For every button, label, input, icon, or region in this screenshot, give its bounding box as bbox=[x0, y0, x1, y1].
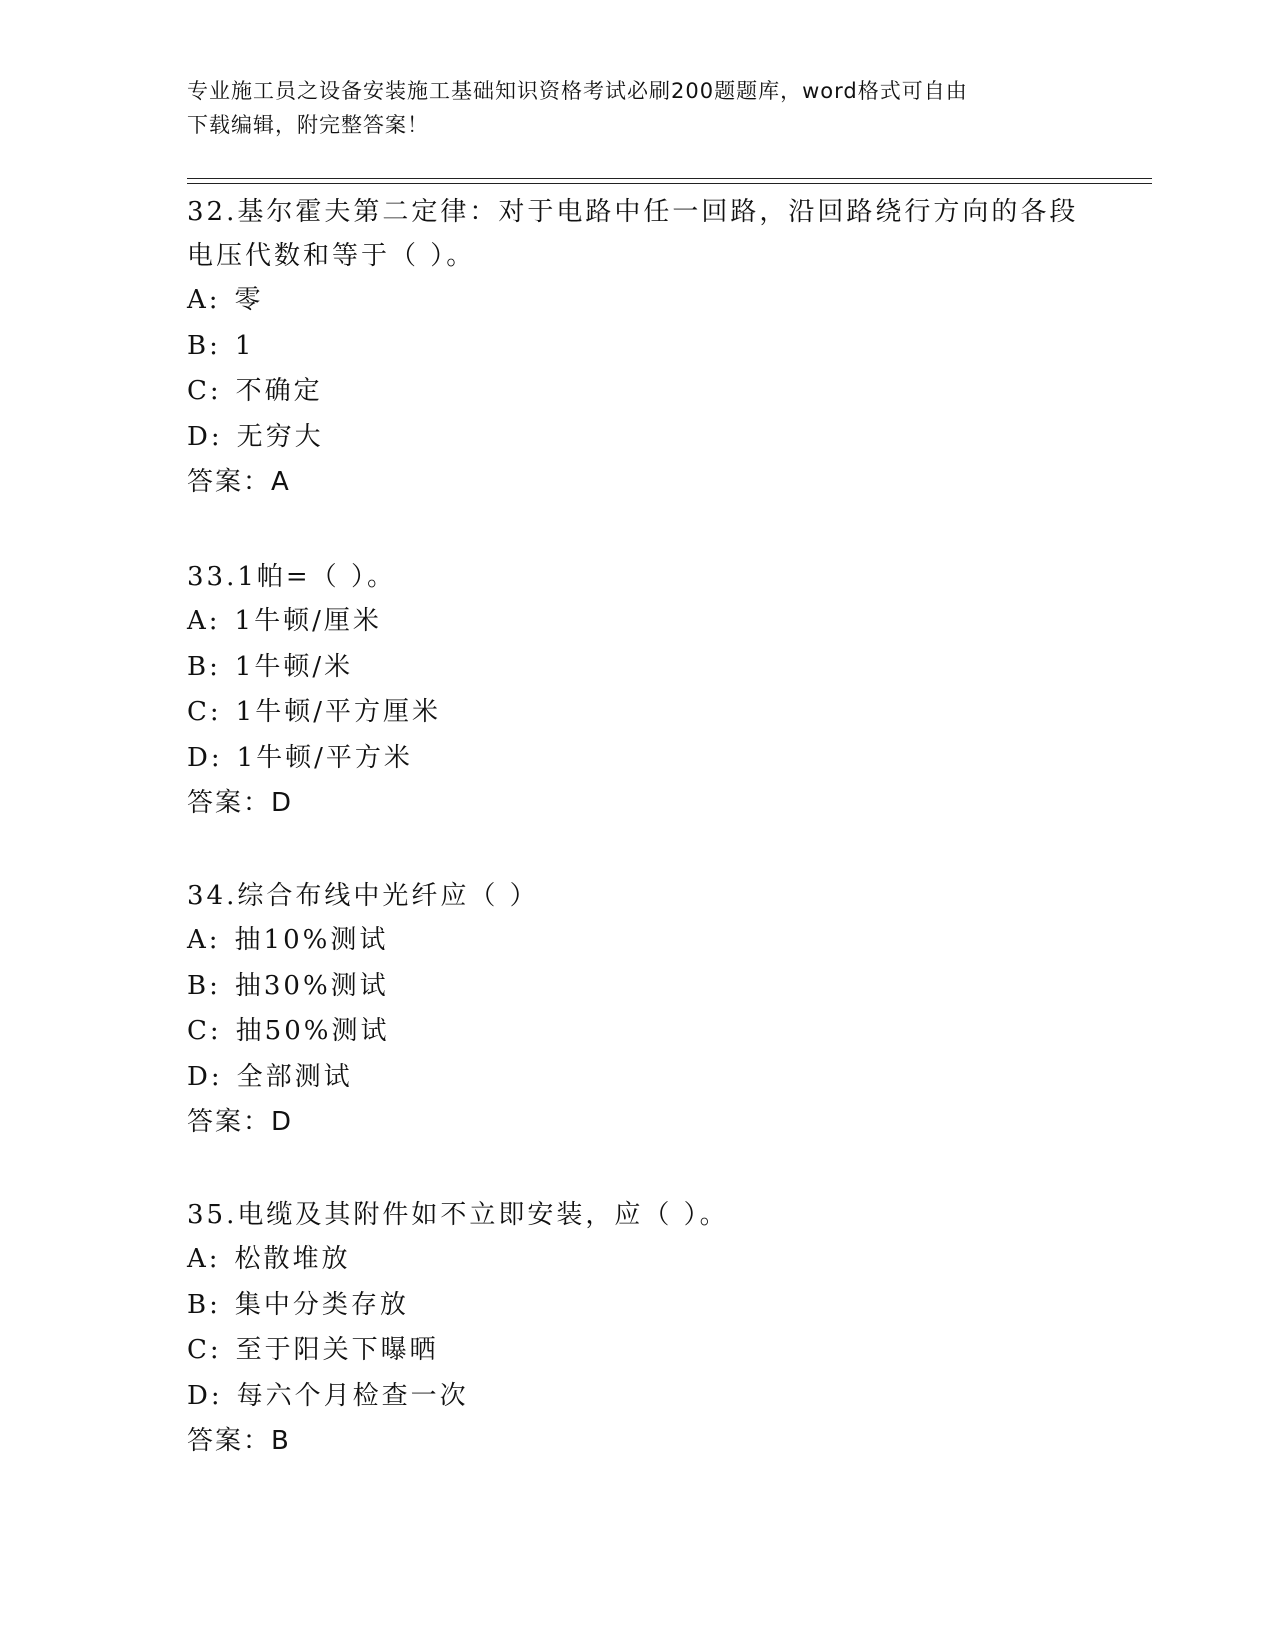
option-c bbox=[187, 1328, 1087, 1374]
option-a bbox=[187, 918, 1087, 964]
question-stem-line-2: 电压代数和等于（ ）。 bbox=[187, 241, 476, 271]
option-label: D: bbox=[187, 421, 223, 452]
question-33 bbox=[187, 555, 1087, 826]
question-35 bbox=[187, 1193, 1087, 1464]
option-text: 松散堆放 bbox=[234, 1244, 351, 1274]
option-text: 零 bbox=[234, 285, 264, 315]
header-divider-top bbox=[187, 178, 1152, 179]
option-text: 1牛顿/平方米 bbox=[236, 742, 413, 773]
header-divider-bottom bbox=[187, 183, 1152, 184]
option-c bbox=[187, 690, 1087, 736]
option-text: 抽50%测试 bbox=[235, 1016, 390, 1046]
answer-line: 答案：A bbox=[187, 467, 291, 497]
answer-line: 答案：D bbox=[187, 788, 294, 818]
option-a bbox=[187, 1237, 1087, 1283]
answer-line: 答案：D bbox=[187, 1107, 294, 1137]
option-text: 至于阳关下曝晒 bbox=[235, 1335, 439, 1365]
header-line-2: 下载编辑，附完整答案！ bbox=[187, 113, 429, 137]
question-stem-line-1: 32.基尔霍夫第二定律：对于电路中任一回路，沿回路绕行方向的各段 bbox=[187, 197, 1079, 227]
option-c bbox=[187, 1009, 1087, 1055]
option-text: 1牛顿/平方厘米 bbox=[235, 697, 441, 727]
option-text: 1 bbox=[234, 330, 255, 361]
option-label: D: bbox=[187, 742, 223, 773]
option-label: C: bbox=[187, 1016, 222, 1046]
option-d bbox=[187, 1374, 1087, 1420]
option-a bbox=[187, 278, 1087, 324]
answer-line: 答案：B bbox=[187, 1426, 291, 1456]
option-b bbox=[187, 645, 1087, 691]
question-stem-line-1: 33.1帕=（ ）。 bbox=[187, 562, 396, 592]
option-a bbox=[187, 599, 1087, 645]
question-stem bbox=[187, 874, 1087, 918]
option-text: 1牛顿/厘米 bbox=[234, 606, 382, 636]
option-label: C: bbox=[187, 376, 222, 406]
option-text: 不确定 bbox=[235, 376, 323, 406]
option-text: 抽10%测试 bbox=[234, 925, 389, 955]
option-label: B: bbox=[187, 970, 221, 1001]
option-label: C: bbox=[187, 1335, 222, 1365]
option-label: D: bbox=[187, 1380, 223, 1411]
option-label: B: bbox=[187, 1289, 221, 1320]
question-stem-line-1: 34.综合布线中光纤应（ ） bbox=[187, 881, 539, 911]
question-stem bbox=[187, 190, 1087, 278]
question-32 bbox=[187, 190, 1087, 505]
option-text: 每六个月检查一次 bbox=[236, 1380, 469, 1411]
option-text: 无穷大 bbox=[236, 421, 324, 452]
option-text: 集中分类存放 bbox=[234, 1289, 409, 1320]
header-line-1: 专业施工员之设备安装施工基础知识资格考试必刷200题题库，word格式可自由 bbox=[187, 79, 968, 103]
document-header bbox=[187, 74, 1087, 142]
question-stem-line-1: 35.电缆及其附件如不立即安装，应（ ）。 bbox=[187, 1200, 729, 1230]
option-label: D: bbox=[187, 1061, 223, 1092]
question-stem bbox=[187, 1193, 1087, 1237]
option-b bbox=[187, 964, 1087, 1010]
option-text: 全部测试 bbox=[236, 1061, 353, 1092]
option-d bbox=[187, 736, 1087, 782]
option-text: 1牛顿/米 bbox=[234, 651, 354, 682]
option-text: 抽30%测试 bbox=[234, 970, 389, 1001]
option-label: A: bbox=[187, 606, 221, 636]
option-label: A: bbox=[187, 925, 221, 955]
option-d bbox=[187, 1055, 1087, 1101]
option-label: A: bbox=[187, 1244, 221, 1274]
question-34 bbox=[187, 874, 1087, 1145]
option-b bbox=[187, 1283, 1087, 1329]
option-c bbox=[187, 369, 1087, 415]
option-label: B: bbox=[187, 651, 221, 682]
option-label: C: bbox=[187, 697, 222, 727]
question-stem bbox=[187, 555, 1087, 599]
option-d bbox=[187, 415, 1087, 461]
option-label: B: bbox=[187, 330, 221, 361]
option-b bbox=[187, 324, 1087, 370]
option-label: A: bbox=[187, 285, 221, 315]
